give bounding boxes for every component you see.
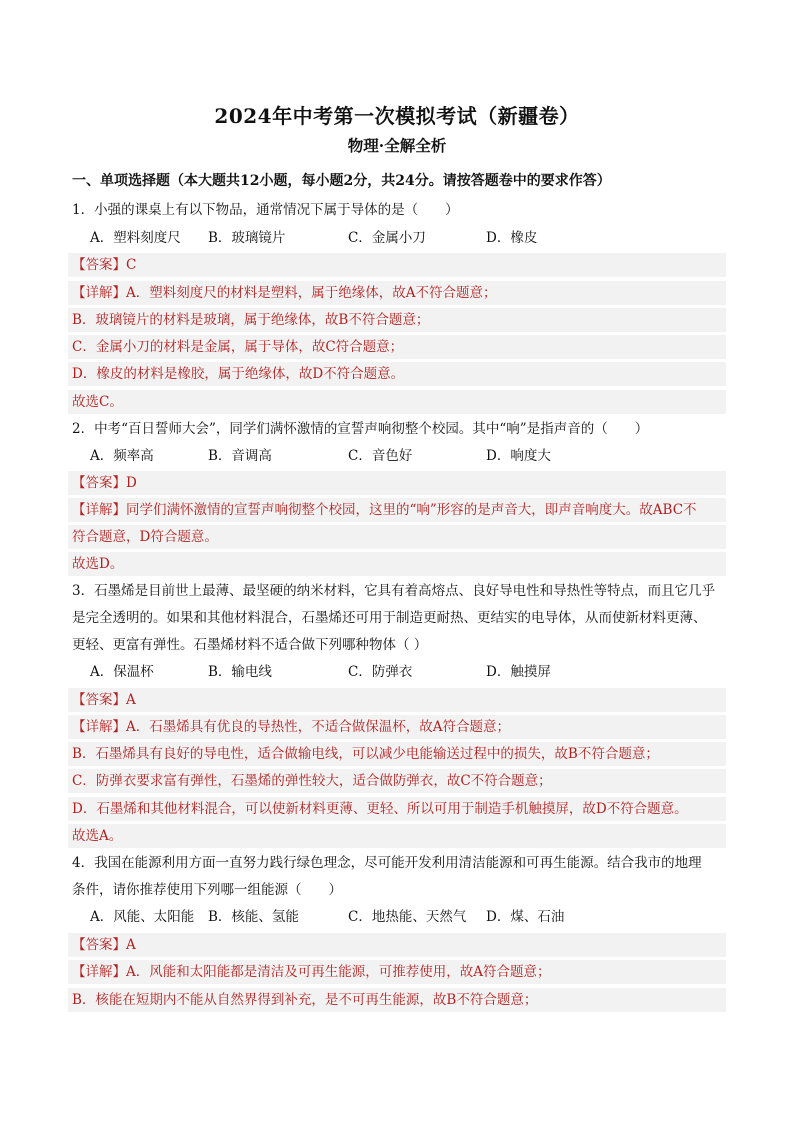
answer-value: D [126,475,137,491]
detail-label: 【详解】 [72,285,126,301]
question-3-stem: 3．石墨烯是目前世上最薄、最坚硬的纳米材料，它具有着高熔点、良好导电性和导热性等特点，而且它几乎 [72,583,716,599]
answer-value: C [126,257,137,273]
option-c: C．防弹衣 [348,664,413,680]
question-4-stem: 条件，请你推荐使用下列哪一组能源（ ） [72,882,342,898]
detail-row: C．金属小刀的材料是金属，属于导体，故C符合题意； [68,335,726,359]
option-b: B．核能、氢能 [208,909,299,925]
answer-label: 【答案】 [72,937,126,953]
option-a: A．风能、太阳能 [90,909,195,925]
detail-text: A．石墨烯具有优良的导热性，不适合做保温杯，故A符合题意； [126,719,510,735]
answer-row [68,688,726,712]
question-3-stem: 是完全透明的。如果和其他材料混合，石墨烯还可用于制造更耐热、更结实的电导体，从而使新材料更薄、 [72,610,707,626]
answer-row [68,471,726,495]
option-c: C．音色好 [348,448,413,464]
detail-row [68,498,726,522]
detail-text: 同学们满怀激情的宣誓声响彻整个校园，这里的“响”形容的是声音大，即声音响度大。故ABC不 [126,502,697,518]
detail-label: 【详解】 [72,502,126,518]
exam-title: 2024年中考第一次模拟考试（新疆卷） [214,104,580,128]
conclusion-row: 故选D。 [68,552,726,576]
question-2-stem: 2．中考“百日誓师大会”，同学们满怀激情的宣誓声响彻整个校园。其中“响”是指声音的（ ） [72,421,649,437]
conclusion-row: 故选C。 [68,390,726,414]
detail-row: B．玻璃镜片的材料是玻璃，属于绝缘体，故B不符合题意； [68,308,726,332]
option-a: A．塑料刻度尺 [90,230,181,246]
answer-label: 【答案】 [72,692,126,708]
option-d: D．响度大 [486,448,551,464]
question-3-options [72,660,722,684]
question-2-options [72,444,722,468]
detail-row: B．核能在短期内不能从自然界得到补充，是不可再生能源，故B不符合题意； [68,988,726,1012]
detail-row: B．石墨烯具有良好的导电性，适合做输电线，可以减少电能输送过程中的损失，故B不符合题意； [68,742,726,766]
option-d: D．煤、石油 [486,909,565,925]
exam-subtitle: 物理·全解全析 [347,136,447,155]
option-d: D．触摸屏 [486,664,551,680]
option-c: C．金属小刀 [348,230,426,246]
detail-row [68,960,726,984]
question-1-options [72,226,722,250]
detail-label: 【详解】 [72,964,126,980]
question-3-stem: 更轻、更富有弹性。石墨烯材料不适合做下列哪种物体（ ） [72,637,428,653]
answer-row [68,933,726,957]
option-a: A．频率高 [90,448,154,464]
detail-label: 【详解】 [72,719,126,735]
detail-text: A．塑料刻度尺的材料是塑料，属于绝缘体，故A不符合题意； [126,285,497,301]
detail-row: C．防弹衣要求富有弹性，石墨烯的弹性较大，适合做防弹衣，故C不符合题意； [68,769,726,793]
answer-row [68,253,726,277]
detail-row [68,281,726,305]
question-4-options [72,905,722,929]
detail-text: A．风能和太阳能都是清洁及可再生能源，可推荐使用，故A符合题意； [126,964,551,980]
answer-label: 【答案】 [72,257,126,273]
option-d: D．橡皮 [486,230,538,246]
detail-row [68,715,726,739]
conclusion-row: 故选A。 [68,824,726,848]
option-b: B．输电线 [208,664,272,680]
option-b: B．玻璃镜片 [208,230,286,246]
option-c: C．地热能、天然气 [348,909,467,925]
option-b: B．音调高 [208,448,272,464]
detail-row: D．橡皮的材料是橡胶，属于绝缘体，故D不符合题意。 [68,362,726,386]
section-heading: 一、单项选择题（本大题共12小题，每小题2分，共24分。请按答题卷中的要求作答） [72,173,611,189]
answer-label: 【答案】 [72,475,126,491]
answer-value: A [126,692,136,708]
option-a: A．保温杯 [90,664,154,680]
question-1-stem: 1．小强的课桌上有以下物品，通常情况下属于导体的是（ ） [72,202,459,218]
question-4-stem: 4．我国在能源利用方面一直努力践行绿色理念，尽可能开发利用清洁能源和可再生能源。结合我市的地理 [72,855,702,871]
detail-row: 符合题意，D符合题意。 [68,525,726,549]
answer-value: A [126,937,136,953]
detail-row: D．石墨烯和其他材料混合，可以使新材料更薄、更轻、所以可用于制造手机触摸屏，故D不符合题意。 [68,797,726,821]
